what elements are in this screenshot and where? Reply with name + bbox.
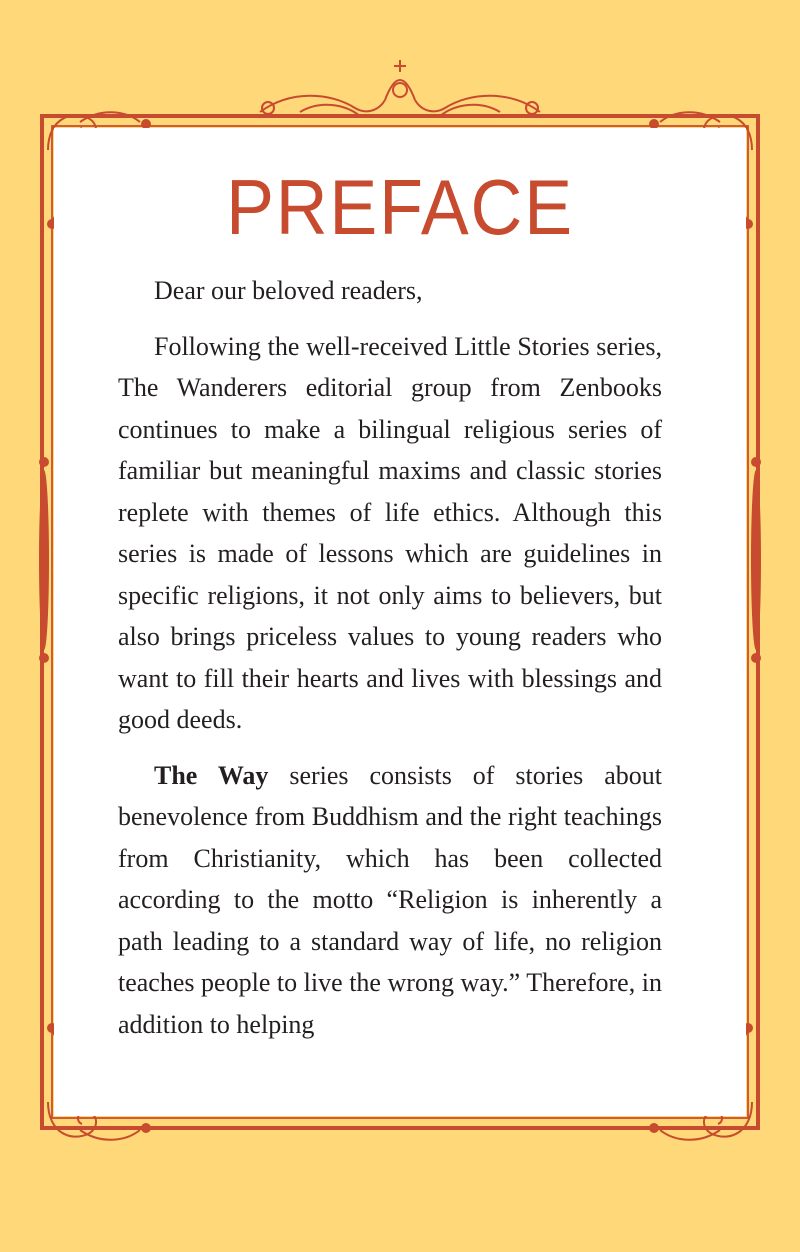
- paragraph-1: Following the well-received Little Stories series, The Wanderers editorial group from Zenbooks continues to make a bilingual religious series of familiar but meaningful maxims and classic stories replete with themes of life ethics. Although this series is made of lessons which are guidelines in specific religions, it not only aims to believers, but also brings priceless values to young readers who want to fill their hearts and lives with blessings and good deeds.: [118, 331, 662, 734]
- series-name: The Way: [154, 760, 269, 790]
- paragraph-2: [118, 755, 662, 1046]
- greeting: Dear our beloved readers,: [154, 276, 423, 305]
- preface-body: [118, 270, 662, 1059]
- paragraph-2-text: series consists of stories about benevolence from Buddhism and the right teachings from Christianity, which has been collected according to the motto “Religion is inherently a path leading to a standard way of life, no religion teaches people to live the wrong way.” Therefore, in addition to helping: [118, 760, 662, 1039]
- page-title: PREFACE: [226, 163, 574, 251]
